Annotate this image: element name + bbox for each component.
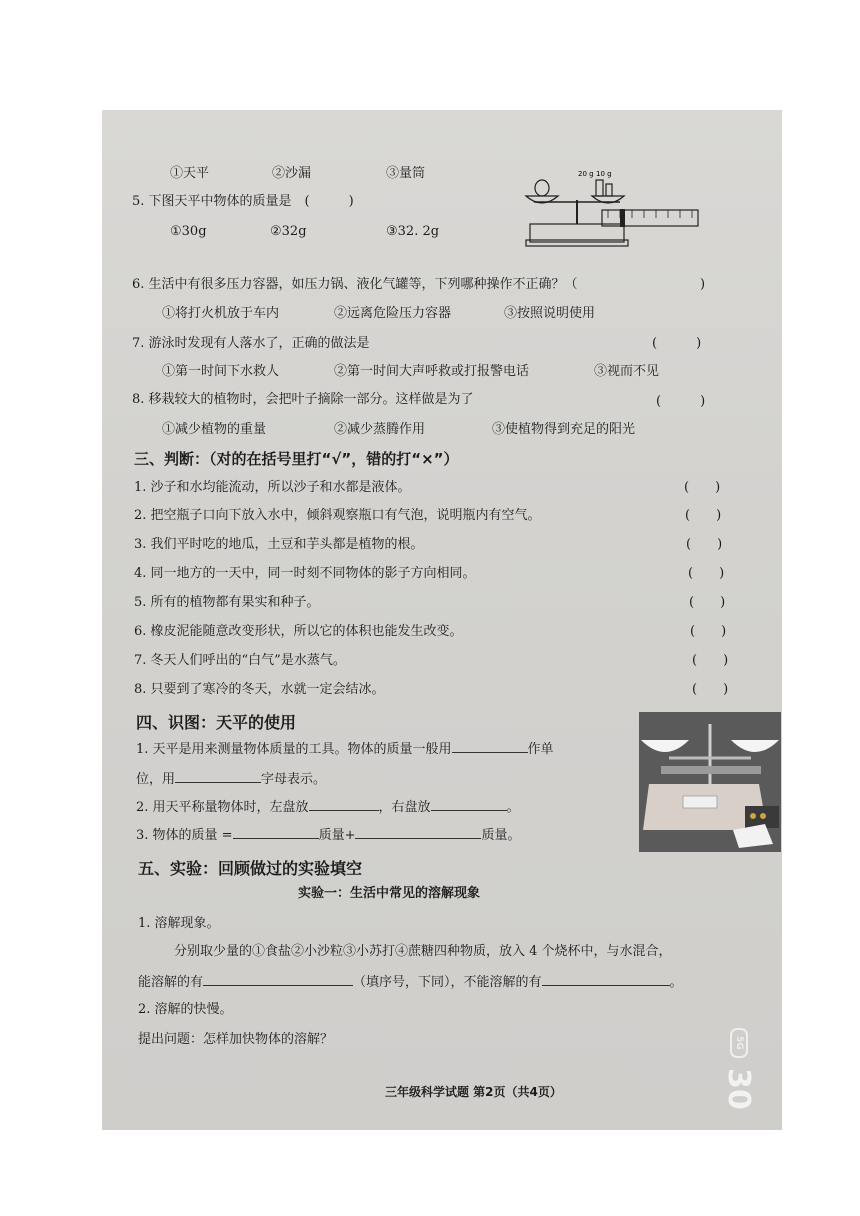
judge-paren-7: ( ) (692, 653, 729, 668)
judge-item-6: 6. 橡皮泥能随意改变形状，所以它的体积也能发生改变。 (134, 624, 463, 639)
s5-question: 提出问题：怎样加快物体的溶解？ (138, 1032, 334, 1047)
s4-line4-end: 质量。 (481, 828, 521, 843)
answer-blank[interactable] (355, 826, 481, 839)
q5-option-1: ①30g (170, 224, 207, 239)
q7-option-1: ①第一时间下水救人 (162, 364, 280, 379)
s4-line2-text: 位，用 (136, 772, 176, 787)
s4-line1-end: 作单 (527, 742, 554, 757)
judge-paren-2: ( ) (685, 508, 722, 523)
q8-question: 8. 移栽较大的植物时，会把叶子摘除一部分。这样做是为了 (132, 392, 474, 407)
q8-option-2: ②减少蒸腾作用 (334, 422, 426, 437)
judge-item-1: 1. 沙子和水均能流动，所以沙子和水都是液体。 (134, 480, 411, 495)
answer-blank[interactable] (203, 973, 353, 986)
weight-label-10g: 10 g (596, 170, 612, 178)
answer-blank[interactable] (542, 973, 670, 986)
watermark-5g-badge: 5G (730, 1028, 748, 1058)
experiment-1-title: 实验一：生活中常见的溶解现象 (298, 886, 481, 901)
judge-paren-8: ( ) (692, 682, 729, 697)
judge-item-3: 3. 我们平时吃的地瓜，土豆和芋头都是植物的根。 (134, 537, 424, 552)
q5-option-3: ③32. 2g (386, 224, 440, 239)
judge-paren-5: ( ) (689, 595, 726, 610)
q6-paren-close: ) (700, 277, 706, 292)
page-footer: 三年级科学试题 第2页（共4页） (385, 1085, 562, 1099)
s4-line1-text: 1. 天平是用来测量物体质量的工具。物体的质量一般用 (136, 742, 452, 757)
q5-question: 5. 下图天平中物体的质量是 ( ) (132, 194, 354, 209)
balance-photo (639, 712, 781, 852)
judge-paren-3: ( ) (686, 537, 723, 552)
s5-line-text: 能溶解的有 (138, 975, 204, 990)
weight-label-20g: 20 g (578, 170, 594, 178)
s5-line-end: 。 (669, 975, 683, 990)
s4-line3-mid: ，右盘放 (378, 800, 431, 815)
q6-option-2: ②远离危险压力容器 (334, 306, 452, 321)
q7-paren: ( ) (652, 336, 702, 351)
q5-option-2: ②32g (270, 224, 307, 239)
balance-figure (516, 166, 702, 250)
s5-line-mid: （填序号，下同），不能溶解的有 (353, 975, 542, 990)
section-3-title: 三、判断：（对的在括号里打“√”，错的打“×”） (134, 450, 459, 468)
q4-option-3: ③量筒 (386, 166, 426, 181)
q8-option-1: ①减少植物的重量 (162, 422, 267, 437)
answer-blank[interactable] (452, 740, 528, 753)
judge-paren-4: ( ) (688, 566, 725, 581)
judge-item-7: 7. 冬天人们呼出的“白气”是水蒸气。 (134, 653, 346, 668)
watermark-number: 30 (721, 1068, 756, 1110)
s4-line3-text: 2. 用天平称量物体时，左盘放 (136, 800, 309, 815)
q8-paren: ( ) (656, 394, 706, 409)
judge-item-5: 5. 所有的植物都有果实和种子。 (134, 595, 320, 610)
judge-item-4: 4. 同一地方的一天中，同一时刻不同物体的影子方向相同。 (134, 566, 476, 581)
section-4-title: 四、识图：天平的使用 (136, 713, 297, 732)
s5-paragraph-1: 分别取少量的①食盐②小沙粒③小苏打④蔗糖四种物质，放入 4 个烧杯中，与水混合， (174, 944, 672, 959)
judge-item-8: 8. 只要到了寒冷的冬天，水就一定会结冰。 (134, 682, 385, 697)
s4-line4-mid: 质量+ (318, 828, 356, 843)
answer-blank[interactable] (175, 770, 261, 783)
q8-option-3: ③使植物得到充足的阳光 (492, 422, 636, 437)
s5-subheading-2: 2. 溶解的快慢。 (138, 1002, 233, 1017)
answer-blank[interactable] (309, 798, 379, 811)
judge-paren-6: ( ) (690, 624, 727, 639)
section-5-title: 五、实验：回顾做过的实验填空 (138, 859, 363, 878)
s4-line3-end: 。 (506, 800, 520, 815)
answer-blank[interactable] (431, 798, 507, 811)
judge-item-2: 2. 把空瓶子口向下放入水中，倾斜观察瓶口有气泡，说明瓶内有空气。 (134, 508, 541, 523)
s5-subheading-1: 1. 溶解现象。 (138, 916, 220, 931)
s4-line4-text: 3. 物体的质量 = (136, 828, 233, 843)
q6-option-3: ③按照说明使用 (504, 306, 596, 321)
q7-question: 7. 游泳时发现有人落水了，正确的做法是 (132, 336, 370, 351)
answer-blank[interactable] (233, 826, 319, 839)
judge-paren-1: ( ) (684, 480, 721, 495)
q4-option-1: ①天平 (170, 166, 210, 181)
q7-option-2: ②第一时间大声呼救或打报警电话 (334, 364, 530, 379)
q6-option-1: ①将打火机放于车内 (162, 306, 280, 321)
q4-option-2: ②沙漏 (272, 166, 312, 181)
q6-question: 6. 生活中有很多压力容器，如压力锅、液化气罐等，下列哪种操作不正确？（ (132, 277, 578, 292)
s4-line2-end: 字母表示。 (261, 772, 327, 787)
q7-option-3: ③视而不见 (594, 364, 660, 379)
